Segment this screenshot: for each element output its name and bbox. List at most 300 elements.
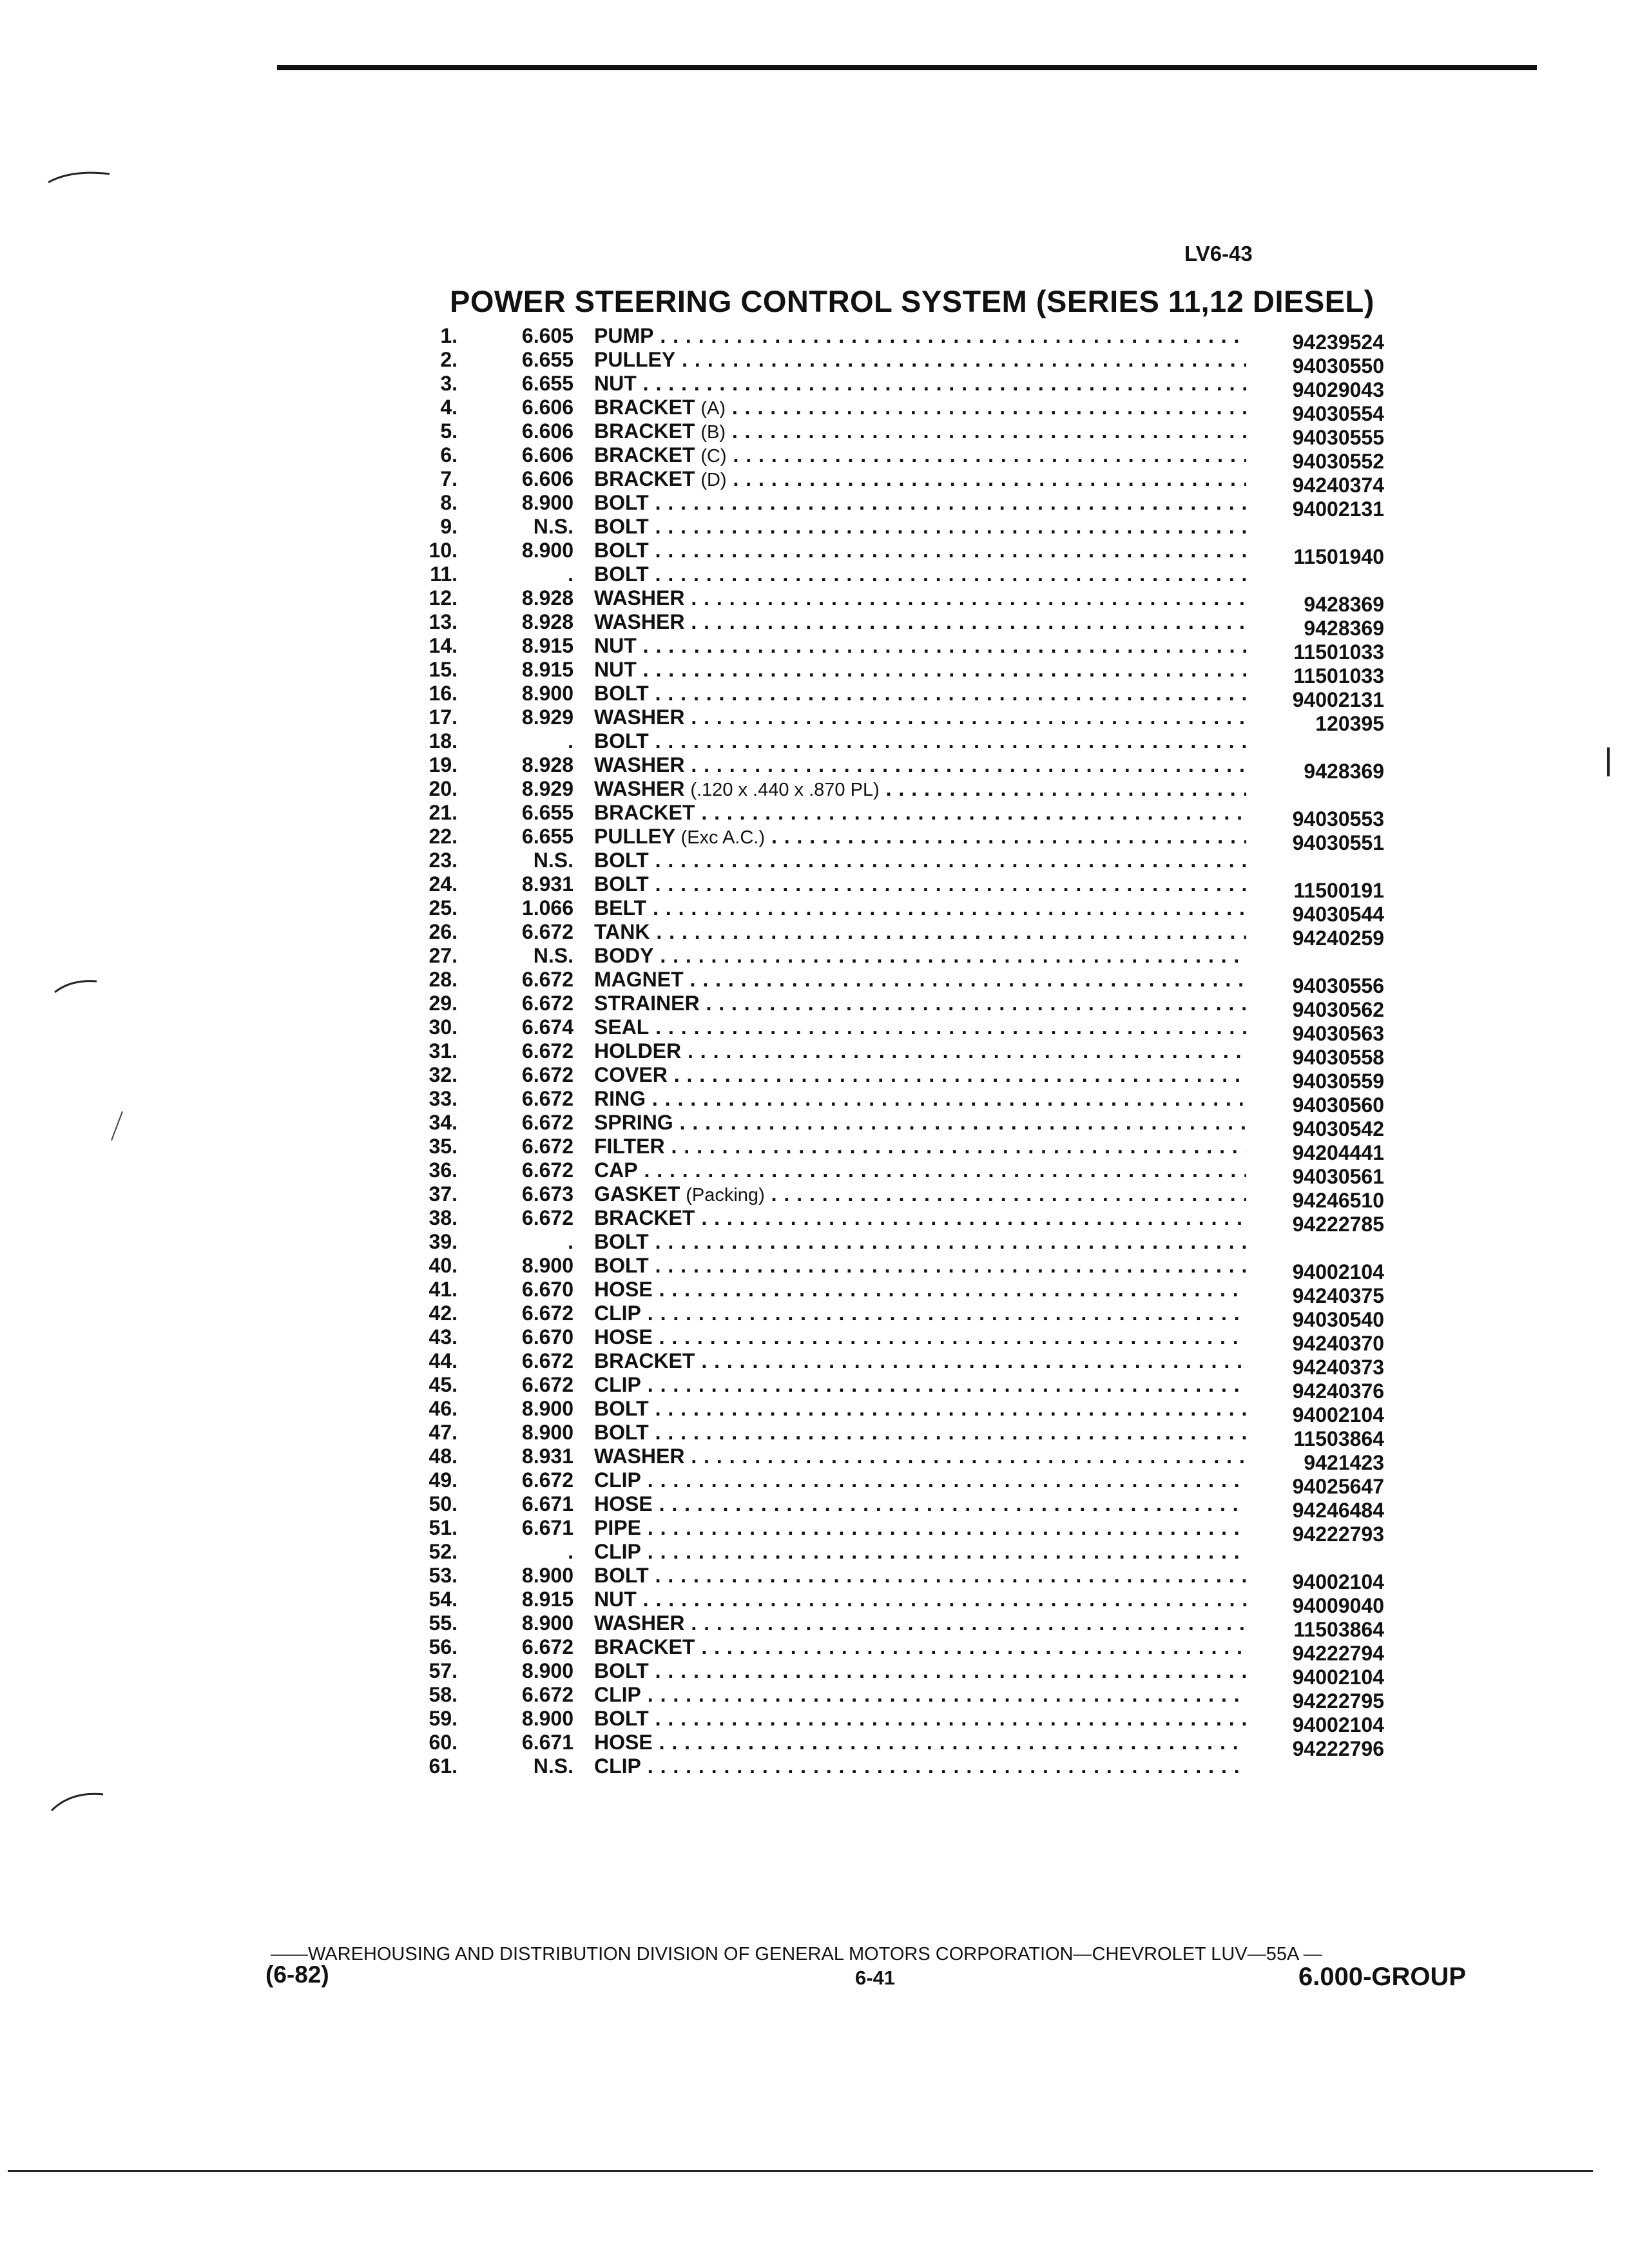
- part-name: BOLT: [594, 1254, 649, 1277]
- group-number: .: [568, 562, 574, 586]
- part-number: 94222793: [1292, 1523, 1384, 1546]
- group-number: 8.900: [521, 1611, 574, 1635]
- part-name: WASHER: [594, 586, 685, 610]
- part-name: HOSE: [594, 1492, 653, 1515]
- item-number: 55.: [429, 1611, 458, 1635]
- item-number: 58.: [429, 1683, 458, 1706]
- part-number: 94002131: [1292, 497, 1384, 521]
- group-number: N.S.: [533, 849, 574, 872]
- item-number: 27.: [429, 944, 458, 967]
- group-number: 8.915: [521, 1588, 574, 1611]
- list-item: [406, 1516, 1385, 1546]
- part-number: 94222785: [1292, 1213, 1384, 1236]
- part-description: [594, 586, 1246, 610]
- list-item: [406, 1302, 1385, 1331]
- part-number: 94240376: [1292, 1379, 1384, 1403]
- part-description: [594, 348, 1246, 372]
- part-number: 94002131: [1292, 688, 1384, 711]
- part-number: 11501033: [1293, 640, 1384, 664]
- part-description: [594, 1540, 1246, 1564]
- list-item: [406, 849, 1385, 872]
- part-name: BRACKET: [594, 443, 695, 466]
- item-number: 56.: [429, 1635, 458, 1658]
- list-item: [406, 1325, 1385, 1355]
- list-item: [406, 1611, 1385, 1641]
- item-number: 33.: [429, 1087, 458, 1110]
- part-name: GASKET: [594, 1182, 680, 1206]
- item-number: 9.: [440, 515, 458, 538]
- list-item: [406, 1349, 1385, 1379]
- part-number: 94030556: [1292, 974, 1384, 997]
- part-name: BOLT: [594, 682, 649, 705]
- group-number: 6.605: [521, 324, 574, 347]
- list-item: [406, 1015, 1385, 1045]
- part-number: 94240259: [1292, 927, 1384, 950]
- group-number: N.S.: [533, 1754, 574, 1778]
- part-name: CAP: [594, 1158, 638, 1182]
- part-note: (B): [700, 422, 726, 443]
- part-description: [594, 1397, 1246, 1421]
- item-number: 16.: [429, 682, 458, 705]
- part-number: 94030552: [1292, 450, 1384, 473]
- part-description: [594, 443, 1246, 468]
- part-description: [594, 920, 1246, 944]
- part-name: CLIP: [594, 1754, 641, 1778]
- part-number: 94030553: [1292, 807, 1384, 831]
- list-item: [406, 1421, 1385, 1450]
- part-name: BRACKET: [594, 419, 695, 443]
- part-note: (C): [700, 446, 727, 466]
- part-name: BOLT: [594, 562, 649, 586]
- item-number: 38.: [429, 1206, 458, 1229]
- part-description: [594, 634, 1246, 658]
- part-description: [594, 706, 1246, 729]
- group-number: 8.900: [521, 1397, 574, 1420]
- part-description: [594, 1015, 1246, 1039]
- list-item: [406, 1754, 1385, 1778]
- part-description: [594, 1349, 1246, 1373]
- list-item: [406, 443, 1385, 473]
- group-number: 6.672: [521, 920, 574, 943]
- part-name: CLIP: [594, 1302, 641, 1325]
- item-number: 49.: [429, 1468, 458, 1492]
- part-number: 94002104: [1292, 1403, 1384, 1427]
- item-number: 59.: [429, 1707, 458, 1730]
- list-item: [406, 753, 1385, 783]
- part-name: BOLT: [594, 729, 649, 753]
- part-name: CLIP: [594, 1373, 641, 1396]
- item-number: 60.: [429, 1731, 458, 1754]
- group-number: 6.672: [521, 1135, 574, 1158]
- part-description: [594, 849, 1246, 872]
- item-number: 28.: [429, 968, 458, 991]
- part-description: [594, 396, 1246, 421]
- part-number: 94002104: [1292, 1713, 1384, 1736]
- group-number: 6.672: [521, 1373, 574, 1396]
- part-name: BOLT: [594, 1230, 649, 1253]
- part-number: 94222795: [1292, 1689, 1384, 1713]
- part-name: NUT: [594, 658, 637, 681]
- group-number: 6.672: [521, 1683, 574, 1706]
- part-name: PULLEY: [594, 825, 675, 848]
- item-number: 29.: [429, 992, 458, 1015]
- group-number: 6.655: [521, 348, 574, 371]
- part-description: [594, 1325, 1246, 1349]
- parts-list: [406, 324, 1385, 1778]
- part-name: BELT: [594, 896, 647, 919]
- list-item: [406, 992, 1385, 1021]
- item-number: 37.: [429, 1182, 458, 1206]
- group-number: 8.915: [521, 634, 574, 657]
- part-number: 94030550: [1292, 354, 1384, 378]
- group-number: 8.929: [521, 777, 574, 800]
- group-number: 8.900: [521, 1254, 574, 1277]
- group-number: 6.672: [521, 1206, 574, 1229]
- part-description: [594, 515, 1246, 539]
- part-name: NUT: [594, 1588, 637, 1611]
- list-item: [406, 634, 1385, 664]
- part-description: [594, 968, 1246, 992]
- footer-page-number: 6-41: [855, 1966, 896, 1989]
- item-number: 32.: [429, 1063, 458, 1086]
- part-description: [594, 1516, 1246, 1540]
- list-item: [406, 777, 1385, 801]
- list-item: [406, 1492, 1385, 1522]
- group-number: 8.900: [521, 1421, 574, 1444]
- list-item: [406, 1397, 1385, 1427]
- part-description: [594, 1731, 1246, 1754]
- item-number: 14.: [429, 634, 458, 657]
- group-number: 6.670: [521, 1325, 574, 1349]
- item-number: 7.: [440, 467, 458, 490]
- list-item: [406, 872, 1385, 902]
- list-item: [406, 372, 1385, 401]
- part-description: [594, 1468, 1246, 1492]
- part-name: NUT: [594, 372, 637, 395]
- item-number: 47.: [429, 1421, 458, 1444]
- group-number: 8.931: [521, 1445, 574, 1468]
- part-name: WASHER: [594, 1445, 685, 1468]
- item-number: 50.: [429, 1492, 458, 1515]
- part-name: BRACKET: [594, 396, 695, 419]
- list-item: [406, 1158, 1385, 1188]
- item-number: 25.: [429, 896, 458, 919]
- item-number: 5.: [440, 419, 458, 443]
- item-number: 44.: [429, 1349, 458, 1372]
- part-description: [594, 1230, 1246, 1254]
- part-name: HOSE: [594, 1325, 653, 1349]
- list-item: [406, 682, 1385, 711]
- list-item: [406, 539, 1385, 568]
- part-description: [594, 419, 1246, 445]
- item-number: 51.: [429, 1516, 458, 1539]
- part-note: (.120 x .440 x .870 PL): [690, 780, 880, 800]
- list-item: [406, 1564, 1385, 1593]
- group-number: 6.606: [521, 396, 574, 419]
- part-number: 94030542: [1292, 1117, 1384, 1140]
- part-number: 94030558: [1292, 1046, 1384, 1069]
- part-description: [594, 825, 1246, 850]
- list-item: [406, 968, 1385, 997]
- part-number: 94030551: [1292, 831, 1384, 854]
- item-number: 57.: [429, 1659, 458, 1682]
- item-number: 41.: [429, 1278, 458, 1301]
- list-item: [406, 1683, 1385, 1713]
- item-number: 20.: [429, 777, 458, 800]
- part-description: [594, 562, 1246, 586]
- item-number: 46.: [429, 1397, 458, 1420]
- footer-group: 6.000-GROUP: [1298, 1963, 1467, 1991]
- part-number: 9428369: [1304, 617, 1384, 640]
- group-number: 6.606: [521, 419, 574, 443]
- group-number: 6.673: [521, 1182, 574, 1206]
- page-title: POWER STEERING CONTROL SYSTEM (SERIES 11,12 DIESEL): [450, 284, 1374, 318]
- list-item: [406, 1063, 1385, 1093]
- part-number: 120395: [1315, 712, 1384, 735]
- list-item: [406, 1468, 1385, 1498]
- group-number: 8.929: [521, 706, 574, 729]
- part-name: BOLT: [594, 515, 649, 538]
- list-item: [406, 610, 1385, 640]
- part-number: 94222794: [1292, 1642, 1384, 1665]
- part-number: 94239524: [1292, 331, 1384, 354]
- item-number: 24.: [429, 872, 458, 896]
- item-number: 61.: [429, 1754, 458, 1778]
- part-number: 94002104: [1292, 1666, 1384, 1689]
- list-item: [406, 920, 1385, 950]
- part-description: [594, 1278, 1246, 1302]
- part-name: BOLT: [594, 1564, 649, 1587]
- part-description: [594, 1135, 1246, 1158]
- item-number: 19.: [429, 753, 458, 776]
- list-item: [406, 801, 1385, 831]
- part-name: CLIP: [594, 1468, 641, 1492]
- part-description: [594, 992, 1246, 1015]
- part-description: [594, 372, 1246, 396]
- part-number: 94030544: [1292, 903, 1384, 926]
- list-item: [406, 1206, 1385, 1236]
- item-number: 42.: [429, 1302, 458, 1325]
- item-number: 40.: [429, 1254, 458, 1277]
- part-number: 94246484: [1292, 1499, 1384, 1522]
- item-number: 11.: [430, 562, 458, 586]
- part-number: 94002104: [1292, 1570, 1384, 1593]
- part-description: [594, 1087, 1246, 1111]
- part-number: 9421423: [1304, 1451, 1384, 1474]
- part-description: [594, 872, 1246, 896]
- list-item: [406, 1445, 1385, 1474]
- list-item: [406, 896, 1385, 926]
- part-name: BRACKET: [594, 1635, 695, 1658]
- item-number: 54.: [429, 1588, 458, 1611]
- part-description: [594, 1707, 1246, 1731]
- list-item: [406, 1659, 1385, 1689]
- part-name: FILTER: [594, 1135, 665, 1158]
- list-item: [406, 515, 1385, 539]
- group-number: N.S.: [533, 944, 574, 967]
- part-name: BOLT: [594, 491, 649, 514]
- group-number: 8.900: [521, 1707, 574, 1730]
- group-number: 6.672: [521, 1349, 574, 1372]
- part-description: [594, 682, 1246, 706]
- part-description: [594, 801, 1246, 825]
- part-number: 11503864: [1293, 1618, 1384, 1641]
- scan-mark: [52, 976, 103, 995]
- group-number: 8.928: [521, 610, 574, 633]
- part-number: 94030561: [1292, 1165, 1384, 1188]
- part-description: [594, 1659, 1246, 1683]
- list-item: [406, 1230, 1385, 1254]
- group-number: 6.672: [521, 992, 574, 1015]
- part-description: [594, 1611, 1246, 1635]
- part-description: [594, 944, 1246, 968]
- part-name: HOLDER: [594, 1039, 682, 1062]
- item-number: 35.: [429, 1135, 458, 1158]
- part-description: [594, 1635, 1246, 1659]
- part-name: MAGNET: [594, 968, 684, 991]
- part-number: 94240373: [1292, 1356, 1384, 1379]
- list-item: [406, 1254, 1385, 1283]
- part-description: [594, 1373, 1246, 1397]
- item-number: 18.: [429, 729, 458, 753]
- part-description: [594, 1039, 1246, 1063]
- group-number: .: [568, 1540, 574, 1563]
- group-number: .: [568, 729, 574, 753]
- top-rule: [277, 65, 1537, 70]
- part-name: BOLT: [594, 539, 649, 562]
- item-number: 3.: [440, 372, 458, 395]
- list-item: [406, 1182, 1385, 1212]
- group-number: 6.672: [521, 1302, 574, 1325]
- part-name: BOLT: [594, 1659, 649, 1682]
- part-name: RING: [594, 1087, 646, 1110]
- part-name: BOLT: [594, 1421, 649, 1444]
- part-name: NUT: [594, 634, 637, 657]
- part-number: 9428369: [1304, 760, 1384, 783]
- group-number: N.S.: [533, 515, 574, 538]
- part-description: [594, 1492, 1246, 1516]
- group-number: 6.672: [521, 1063, 574, 1086]
- group-number: 8.900: [521, 1564, 574, 1587]
- part-description: [594, 539, 1246, 562]
- group-number: 6.674: [521, 1015, 574, 1039]
- list-item: [406, 324, 1385, 354]
- part-number: 94246510: [1292, 1189, 1384, 1212]
- list-item: [406, 729, 1385, 753]
- scan-mark: [1605, 744, 1612, 783]
- part-name: BRACKET: [594, 801, 695, 824]
- group-number: 8.900: [521, 539, 574, 562]
- list-item: [406, 419, 1385, 449]
- part-note: (Packing): [686, 1185, 765, 1206]
- list-item: [406, 944, 1385, 968]
- item-number: 43.: [429, 1325, 458, 1349]
- part-description: [594, 1206, 1246, 1230]
- part-name: HOSE: [594, 1278, 653, 1301]
- scan-mark: [48, 1788, 106, 1814]
- part-name: BOLT: [594, 1707, 649, 1730]
- part-name: BODY: [594, 944, 654, 967]
- group-number: 6.672: [521, 1039, 574, 1062]
- group-number: 6.672: [521, 1468, 574, 1492]
- item-number: 48.: [429, 1445, 458, 1468]
- item-number: 39.: [429, 1230, 458, 1253]
- page-reference: LV6-43: [1184, 242, 1253, 265]
- part-description: [594, 896, 1246, 920]
- part-description: [594, 1111, 1246, 1135]
- item-number: 31.: [429, 1039, 458, 1062]
- item-number: 13.: [429, 610, 458, 633]
- part-description: [594, 753, 1246, 777]
- part-description: [594, 1063, 1246, 1087]
- list-item: [406, 1588, 1385, 1617]
- item-number: 4.: [440, 396, 458, 419]
- part-number: 94002104: [1292, 1260, 1384, 1283]
- group-number: 1.066: [521, 896, 574, 919]
- list-item: [406, 825, 1385, 854]
- item-number: 6.: [440, 443, 458, 466]
- part-number: 94029043: [1292, 378, 1384, 401]
- list-item: [406, 491, 1385, 521]
- part-name: CLIP: [594, 1683, 641, 1706]
- part-number: 94025647: [1292, 1475, 1384, 1498]
- group-number: 6.606: [521, 443, 574, 466]
- part-description: [594, 1588, 1246, 1611]
- part-name: CLIP: [594, 1540, 641, 1563]
- part-name: PIPE: [594, 1516, 641, 1539]
- list-item: [406, 1731, 1385, 1760]
- item-number: 53.: [429, 1564, 458, 1587]
- part-number: 94030559: [1292, 1070, 1384, 1093]
- group-number: 6.672: [521, 1635, 574, 1658]
- group-number: 8.928: [521, 586, 574, 610]
- footer-division-line: ——WAREHOUSING AND DISTRIBUTION DIVISION OF GENERAL MOTORS CORPORATION—CHEVROLET LUV—55A —: [271, 1944, 1322, 1965]
- part-number: 94030563: [1292, 1022, 1384, 1045]
- item-number: 1.: [440, 324, 458, 347]
- group-number: 6.672: [521, 1087, 574, 1110]
- group-number: 6.606: [521, 467, 574, 490]
- part-number: 94030554: [1292, 402, 1384, 425]
- item-number: 23.: [429, 849, 458, 872]
- part-name: SPRING: [594, 1111, 673, 1134]
- part-note: (Exc A.C.): [680, 827, 766, 848]
- group-number: 6.655: [521, 825, 574, 848]
- item-number: 21.: [429, 801, 458, 824]
- group-number: 6.672: [521, 1111, 574, 1134]
- list-item: [406, 467, 1385, 497]
- part-name: STRAINER: [594, 992, 700, 1015]
- part-description: [594, 729, 1246, 753]
- list-item: [406, 1278, 1385, 1307]
- part-description: [594, 1754, 1246, 1778]
- item-number: 17.: [429, 706, 458, 729]
- list-item: [406, 1039, 1385, 1069]
- list-item: [406, 1373, 1385, 1403]
- group-number: 6.670: [521, 1278, 574, 1301]
- group-number: 6.672: [521, 968, 574, 991]
- part-name: BOLT: [594, 1397, 649, 1420]
- group-number: 6.671: [521, 1492, 574, 1515]
- list-item: [406, 658, 1385, 687]
- item-number: 10.: [429, 539, 458, 562]
- group-number: 8.900: [521, 682, 574, 705]
- part-name: WASHER: [594, 1611, 685, 1635]
- part-number: 94240374: [1292, 474, 1384, 497]
- group-number: 6.671: [521, 1731, 574, 1754]
- group-number: 6.655: [521, 372, 574, 395]
- part-number: 94030555: [1292, 426, 1384, 449]
- part-name: PULLEY: [594, 348, 676, 371]
